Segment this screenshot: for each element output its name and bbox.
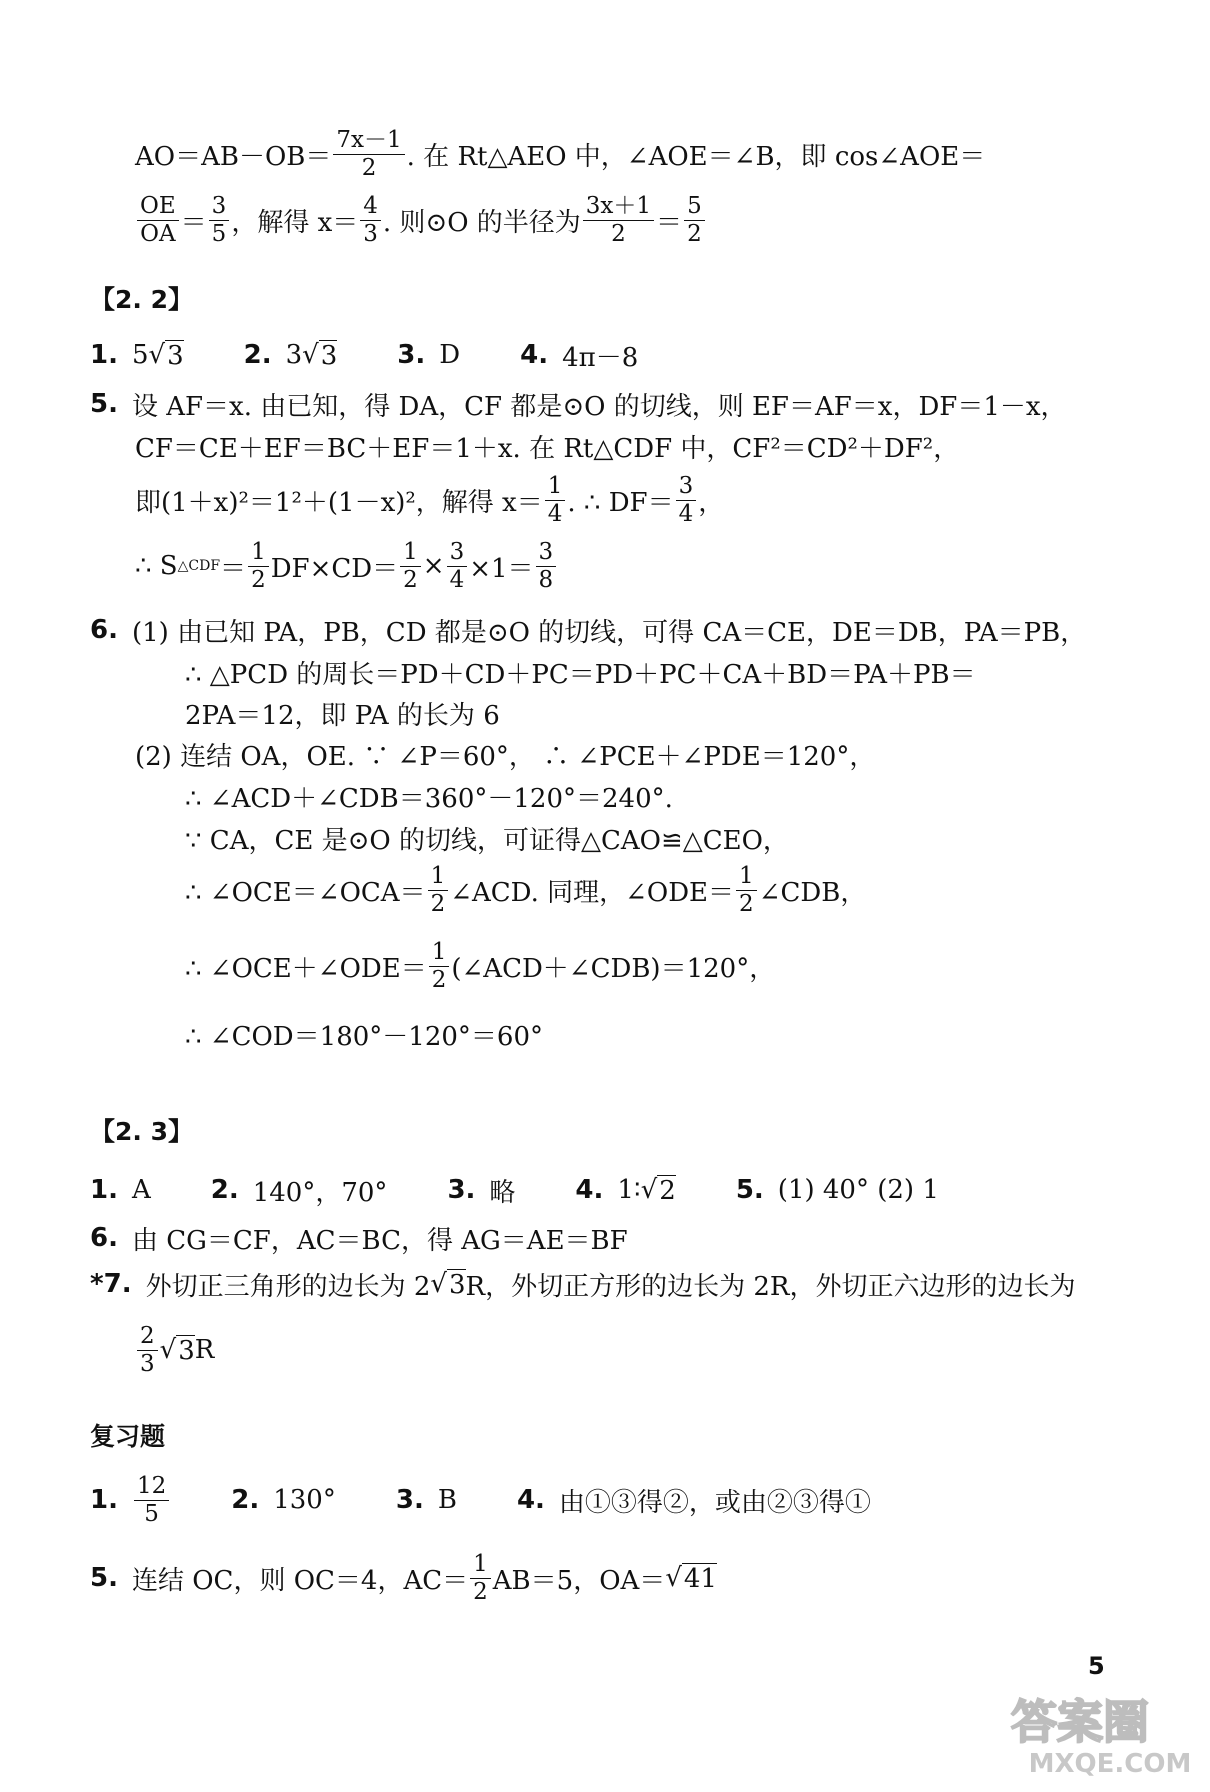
text: 设 AF＝x. 由已知，得 DA，CF 都是⊙O 的切线，则 EF＝AF＝x，DF＝1－x， bbox=[131, 391, 1067, 422]
text: . 在 Rt△AEO 中，∠AOE＝∠B，即 cos∠AOE＝ bbox=[406, 141, 986, 172]
text: . 则⊙O 的半径为 bbox=[382, 207, 581, 238]
numerator: 1 bbox=[400, 539, 421, 566]
fraction bbox=[684, 193, 705, 247]
radicand: 2 bbox=[659, 1175, 676, 1206]
text: ∵ CA，CE 是⊙O 的切线，可证得△CAO≌△CEO， bbox=[185, 825, 789, 856]
watermark-logo bbox=[960, 1680, 1200, 1780]
fraction bbox=[447, 539, 468, 593]
text: ∴ ∠OCE＝∠OCA＝ bbox=[185, 877, 426, 908]
fraction bbox=[736, 863, 757, 917]
answer: 4π－8 bbox=[562, 342, 639, 373]
question-number: 2. bbox=[210, 1175, 239, 1205]
answer: A bbox=[131, 1175, 151, 1205]
text: ∠ACD. 同理，∠ODE＝ bbox=[450, 877, 735, 908]
s22-q3 bbox=[397, 340, 460, 370]
text: × bbox=[422, 551, 445, 581]
fraction bbox=[676, 473, 697, 527]
sqrt-sign: √ bbox=[302, 340, 319, 370]
question-number: 6. bbox=[90, 1223, 118, 1253]
fraction bbox=[400, 539, 421, 593]
question-number: 4. bbox=[516, 1485, 545, 1515]
denominator: 5 bbox=[211, 220, 227, 247]
numerator: 3 bbox=[209, 193, 230, 220]
sqrt-sign: √ bbox=[148, 340, 166, 370]
numerator: 5 bbox=[684, 193, 705, 220]
denominator: 2 bbox=[611, 220, 626, 247]
text: AB＝5，OA＝ bbox=[492, 1565, 666, 1596]
text: ，解得 x＝ bbox=[231, 207, 359, 238]
denominator: 2 bbox=[739, 890, 754, 917]
answer: 3 bbox=[285, 340, 303, 370]
fraction bbox=[470, 1551, 491, 1605]
numerator: 3x＋1 bbox=[583, 193, 654, 220]
s23-q4 bbox=[575, 1175, 675, 1206]
answer: 由①③得②，或由②③得① bbox=[558, 1487, 871, 1518]
fraction bbox=[137, 1323, 158, 1377]
page-number: 5 bbox=[1088, 1652, 1105, 1680]
question-number: 6. bbox=[90, 615, 118, 645]
sqrt-sign: √ bbox=[430, 1269, 447, 1299]
answer: 140°，70° bbox=[252, 1177, 388, 1208]
denominator: 2 bbox=[403, 566, 418, 593]
denominator: 2 bbox=[473, 1578, 488, 1605]
answer: 1∶ bbox=[617, 1175, 641, 1205]
s22-q6-line-7 bbox=[185, 860, 866, 920]
fraction bbox=[429, 939, 450, 993]
denominator: 2 bbox=[361, 154, 377, 181]
review-q3 bbox=[396, 1485, 457, 1515]
text: R bbox=[194, 1335, 215, 1365]
question-number: 5. bbox=[735, 1175, 764, 1205]
s22-q2 bbox=[244, 340, 338, 371]
watermark-url: MXQE.COM bbox=[1028, 1749, 1192, 1779]
numerator: 4 bbox=[360, 193, 381, 220]
question-number: 5. bbox=[90, 1563, 118, 1593]
text: DF×CD＝ bbox=[270, 553, 399, 584]
numerator: 3 bbox=[676, 473, 697, 500]
question-number: 1. bbox=[90, 1485, 118, 1515]
text: 即(1＋x)²＝1²＋(1－x)²，解得 x＝ bbox=[135, 487, 543, 518]
review-row-1 bbox=[90, 1470, 931, 1530]
s22-q4 bbox=[520, 337, 638, 374]
numerator: 1 bbox=[545, 473, 566, 500]
denominator: 4 bbox=[449, 566, 465, 593]
s23-q3 bbox=[447, 1172, 515, 1209]
text: (2) 连结 OA，OE. ∵ ∠P＝60°， ∴ ∠PCE＋∠PDE＝120°， bbox=[135, 741, 876, 772]
s22-q1 bbox=[90, 340, 184, 371]
section-heading: 复习题 bbox=[90, 1422, 166, 1451]
fraction bbox=[583, 193, 654, 247]
numerator: 2 bbox=[137, 1323, 158, 1350]
sqrt-sign: √ bbox=[665, 1563, 682, 1593]
denominator: 8 bbox=[538, 566, 554, 593]
denominator: 4 bbox=[547, 500, 563, 527]
denominator: 3 bbox=[140, 1350, 155, 1377]
question-number: 5. bbox=[90, 389, 118, 419]
text: ＝ bbox=[656, 207, 683, 238]
question-number: 4. bbox=[575, 1175, 604, 1205]
question-number: 3. bbox=[397, 340, 426, 370]
fraction bbox=[134, 1473, 169, 1527]
question-number: *7. bbox=[90, 1269, 132, 1299]
text: . ∴ DF＝ bbox=[567, 487, 674, 518]
s22-q6-line-9 bbox=[185, 1004, 543, 1064]
text: ∴ ∠OCE＋∠ODE＝ bbox=[185, 953, 427, 984]
text: CF＝CE＋EF＝BC＋EF＝1＋x. 在 Rt△CDF 中，CF²＝CD²＋DF²， bbox=[135, 433, 960, 464]
text: ＝ bbox=[180, 207, 207, 238]
subscript: △CDF bbox=[177, 558, 221, 574]
section-title-2-3 bbox=[90, 1100, 193, 1160]
denominator: 2 bbox=[251, 566, 266, 593]
numerator: 3 bbox=[447, 539, 468, 566]
watermark-text: 答案圈 bbox=[1011, 1695, 1149, 1749]
text: ∠CDB， bbox=[758, 877, 867, 908]
numerator: 7x－1 bbox=[333, 127, 404, 154]
top-line-2 bbox=[135, 190, 707, 250]
fraction bbox=[137, 193, 179, 247]
s22-q6-line-6 bbox=[185, 808, 789, 868]
denominator: 2 bbox=[687, 220, 702, 247]
s23-q7-line-2 bbox=[135, 1320, 214, 1380]
fraction bbox=[333, 127, 404, 181]
fraction bbox=[428, 863, 449, 917]
s23-q5 bbox=[736, 1175, 939, 1205]
text: 2PA＝12，即 PA 的长为 6 bbox=[185, 700, 500, 731]
text: 外切正三角形的边长为 2 bbox=[145, 1271, 431, 1302]
denominator: 4 bbox=[678, 500, 694, 527]
answer: 5 bbox=[131, 340, 149, 370]
section-title-2-2 bbox=[90, 268, 193, 328]
top-line-1 bbox=[135, 124, 985, 184]
denominator: 3 bbox=[363, 220, 378, 247]
question-number: 4. bbox=[520, 340, 549, 370]
answer: (1) 40° (2) 1 bbox=[777, 1175, 939, 1205]
text: ×1＝ bbox=[469, 553, 534, 584]
answer: 由 CG＝CF，AC＝BC，得 AG＝AE＝BF bbox=[131, 1225, 628, 1256]
text: (1) 由已知 PA，PB，CD 都是⊙O 的切线，可得 CA＝CE，DE＝DB，PA＝PB， bbox=[131, 617, 1087, 648]
fraction bbox=[545, 473, 566, 527]
numerator: 3 bbox=[536, 539, 557, 566]
radicand: 3 bbox=[178, 1335, 195, 1366]
numerator: 1 bbox=[736, 863, 757, 890]
text: ∴ △PCD 的周长＝PD＋CD＋PC＝PD＋PC＋CA＋BD＝PA＋PB＝ bbox=[185, 659, 976, 690]
question-number: 3. bbox=[395, 1485, 424, 1515]
s22-q6-line-8 bbox=[185, 936, 775, 996]
s23-q2 bbox=[211, 1172, 388, 1209]
numerator: 1 bbox=[470, 1551, 491, 1578]
text: ＝ bbox=[220, 553, 247, 584]
question-number: 1. bbox=[90, 340, 118, 370]
s22-q5-line-4 bbox=[135, 536, 558, 596]
question-number: 1. bbox=[90, 1175, 118, 1205]
radicand: 3 bbox=[448, 1269, 466, 1300]
fraction bbox=[248, 539, 269, 593]
text: ∴ S bbox=[135, 551, 178, 581]
text: ∴ ∠COD＝180°－120°＝60° bbox=[185, 1021, 543, 1052]
section-heading: 【2. 3】 bbox=[90, 1117, 193, 1146]
denominator: OA bbox=[140, 220, 176, 247]
answer: 略 bbox=[489, 1177, 516, 1208]
text: R，外切正方形的边长为 2R，外切正六边形的边长为 bbox=[465, 1271, 1076, 1302]
fraction bbox=[536, 539, 557, 593]
numerator: 1 bbox=[248, 539, 269, 566]
answer: B bbox=[437, 1485, 457, 1515]
radicand: 3 bbox=[167, 340, 184, 371]
text: AO＝AB－OB＝ bbox=[135, 141, 332, 172]
review-q5 bbox=[90, 1548, 717, 1608]
fraction bbox=[209, 193, 230, 247]
answer: 130° bbox=[273, 1485, 336, 1515]
numerator: 12 bbox=[134, 1473, 169, 1500]
text: (∠ACD＋∠CDB)＝120°， bbox=[451, 953, 776, 984]
fraction bbox=[360, 193, 381, 247]
numerator: 1 bbox=[429, 939, 450, 966]
s23-q1 bbox=[90, 1175, 151, 1205]
watermark-icon bbox=[960, 1680, 1200, 1780]
review-q2 bbox=[231, 1485, 336, 1515]
answer: D bbox=[439, 340, 461, 370]
text: 连结 OC，则 OC＝4，AC＝ bbox=[131, 1565, 469, 1596]
section-heading: 【2. 2】 bbox=[90, 285, 193, 314]
s22-q5-line-3 bbox=[135, 470, 724, 530]
s22-q5-line-2 bbox=[135, 416, 959, 476]
numerator: OE bbox=[137, 193, 179, 220]
question-number: 2. bbox=[243, 340, 272, 370]
radicand: 41 bbox=[683, 1563, 717, 1594]
sqrt-sign: √ bbox=[640, 1175, 658, 1205]
sqrt-sign: √ bbox=[159, 1335, 177, 1365]
denominator: 5 bbox=[144, 1500, 159, 1527]
question-number: 2. bbox=[231, 1485, 260, 1515]
text: ， bbox=[698, 487, 725, 518]
section-title-review bbox=[90, 1405, 165, 1465]
s23-q7-line-1 bbox=[90, 1254, 1075, 1314]
review-q4 bbox=[517, 1482, 871, 1519]
review-q1 bbox=[90, 1473, 171, 1527]
denominator: 2 bbox=[431, 966, 447, 993]
radicand: 3 bbox=[320, 340, 338, 371]
denominator: 2 bbox=[430, 890, 446, 917]
text: ∴ ∠ACD＋∠CDB＝360°－120°＝240°. bbox=[185, 783, 673, 814]
numerator: 1 bbox=[428, 863, 449, 890]
question-number: 3. bbox=[447, 1175, 476, 1205]
